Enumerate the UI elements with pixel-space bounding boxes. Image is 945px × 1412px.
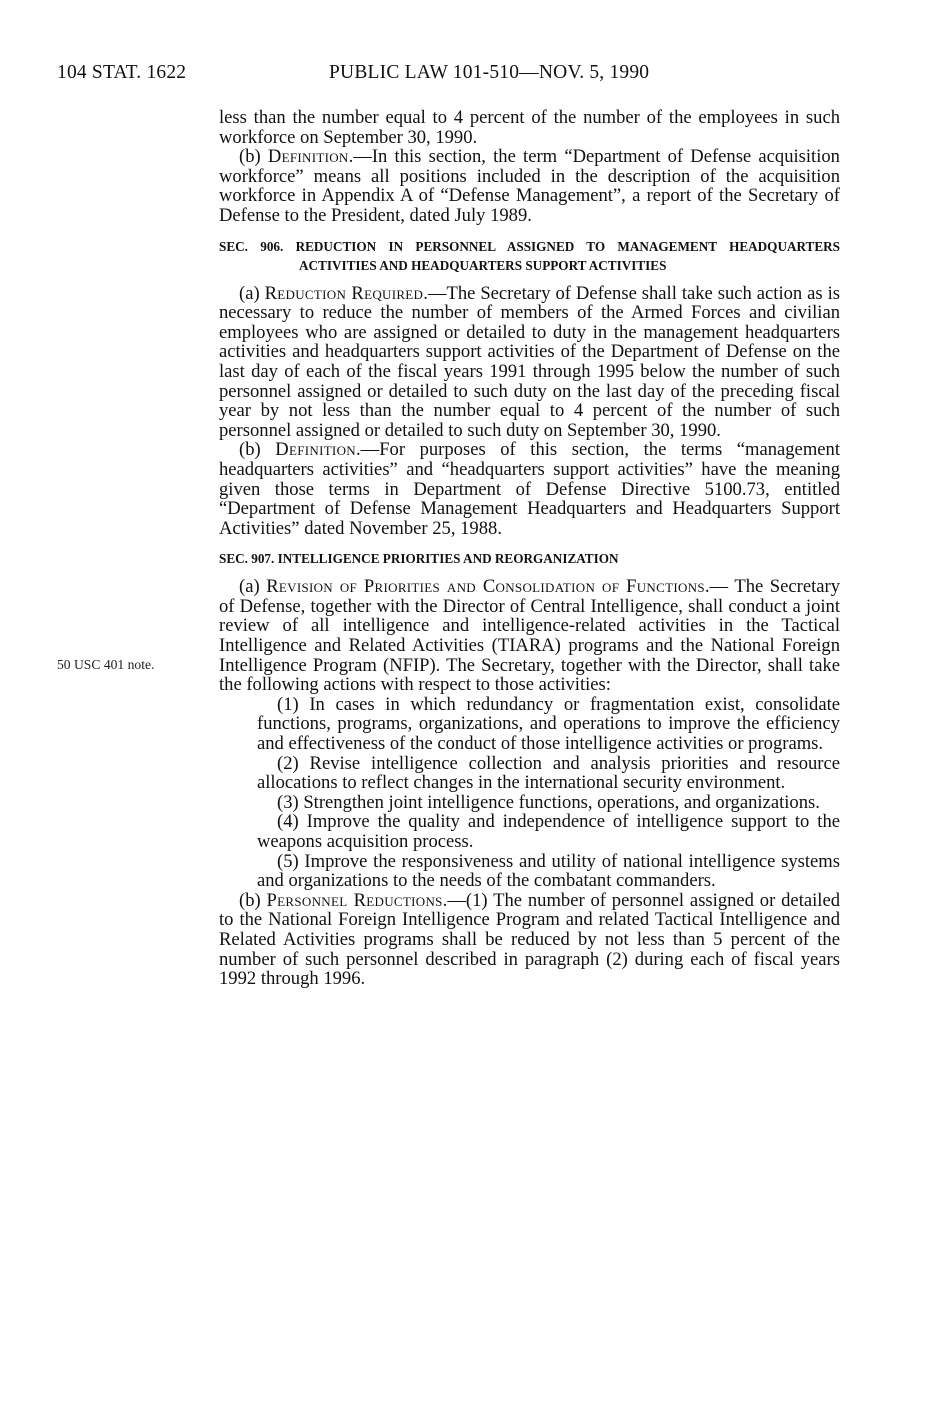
subsection-heading: Definition — [275, 439, 356, 461]
subsection-text: .—For purposes of this section, the terms “management headquarters activities” and “headquarters support activities” have the meaning given those terms in Department of Defense Directive 5100.73, entitled “Department of Defense Management Headquarters and Headquarters Support Activities” dated November 25, 1988. — [219, 439, 840, 539]
subsection-heading: Personnel Reductions — [266, 889, 443, 911]
section-title: INTELLIGENCE PRIORITIES AND REORGANIZATION — [277, 551, 619, 567]
subsection-heading: Reduction Required — [264, 282, 424, 304]
subsection-text: .— The Secretary of Defense, together with the Director of Central Intelligence, shall conduct a joint review of all intelligence and intelligence-related activities in the Tactical Intelligence and Related Activities (TIARA) programs and the National Foreign Intelligence Program (NFIP). The Secretary, together with the Director, shall take the following actions with respect to those activities: — [219, 576, 840, 696]
paragraph-906-reduction-required — [219, 284, 840, 441]
margin-note: 50 USC 401 note. — [57, 657, 155, 672]
subsection-text: .—(1) The number of personnel assigned or detailed to the National Foreign Intelligence Program and related Tactical Intelligence and Related Activities programs shall be reduced by not less than 5 percent of the number of such personnel described in paragraph (2) during each of fiscal years 1992 through 1996. — [219, 889, 840, 990]
public-law-citation: PUBLIC LAW 101-510—NOV. 5, 1990 — [329, 62, 650, 83]
section-907-heading — [219, 549, 840, 568]
subsection-heading: Revision of Priorities and Consolidation of Functions — [266, 576, 705, 598]
paragraph-continuation: less than the number equal to 4 percent of the number of the employees in such workforce on September 30, 1990. — [219, 107, 840, 148]
subsection-text: .—In this section, the term “Department of Defense acquisition workforce” means all positions included in the description of the acquisition workforce in Appendix A of “Defense Management”, a report of the Secretary of Defense to the President, dated July 1989. — [219, 146, 840, 226]
subsection-heading: Definition — [267, 146, 349, 168]
list-item: (1) In cases in which redundancy or fragmentation exist, consolidate functions, programs, organizations, and operations to improve the efficiency and effectiveness of the conduct of those intelligence activities or programs. — [257, 693, 840, 755]
list-item: (4) Improve the quality and independence of intelligence support to the weapons acquisition process. — [257, 811, 840, 852]
paragraph-906-definition — [219, 440, 840, 538]
running-header — [57, 62, 757, 92]
subsection-label: (b) — [239, 146, 268, 168]
section-number: SEC. 907. — [219, 551, 275, 567]
section-906-heading — [219, 237, 840, 275]
subsection-label: (a) — [239, 576, 267, 598]
list-item: (2) Revise intelligence collection and analysis priorities and resource allocations to reflect changes in the international security environment. — [257, 752, 840, 794]
list-item: (5) Improve the responsiveness and utility of national intelligence systems and organizations to the needs of the combatant commanders. — [257, 850, 840, 892]
section-title: REDUCTION IN PERSONNEL ASSIGNED TO MANAGEMENT HEADQUARTERS ACTIVITIES AND HEADQUARTERS SUPPORT ACTIVITIES — [295, 238, 840, 273]
section-number: SEC. 906. — [219, 238, 284, 254]
stat-page-number: 104 STAT. 1622 — [57, 62, 187, 83]
subsection-text: .—The Secretary of Defense shall take such action as is necessary to reduce the number of members of the Armed Forces and civilian employees who are assigned or detailed to duty in the management headquarters activities and headquarters support activities of the Department of Defense on the last day of each of the fiscal years 1991 through 1995 below the number of such personnel assigned or detailed to such duty on the last day of the preceding fiscal year by not less than the number equal to 4 percent of the number of such personnel assigned or detailed to such duty on September 30, 1990. — [219, 282, 840, 441]
paragraph-907-revision — [219, 577, 840, 695]
list-item: (3) Strengthen joint intelligence functions, operations, and organizations. — [277, 791, 820, 813]
paragraph-906-definition-acquisition — [219, 147, 840, 225]
subsection-label: (b) — [239, 889, 267, 911]
paragraph-907-personnel-reductions — [219, 891, 840, 989]
document-body — [219, 108, 840, 989]
subsection-label: (b) — [239, 439, 276, 461]
subsection-label: (a) — [239, 282, 265, 304]
